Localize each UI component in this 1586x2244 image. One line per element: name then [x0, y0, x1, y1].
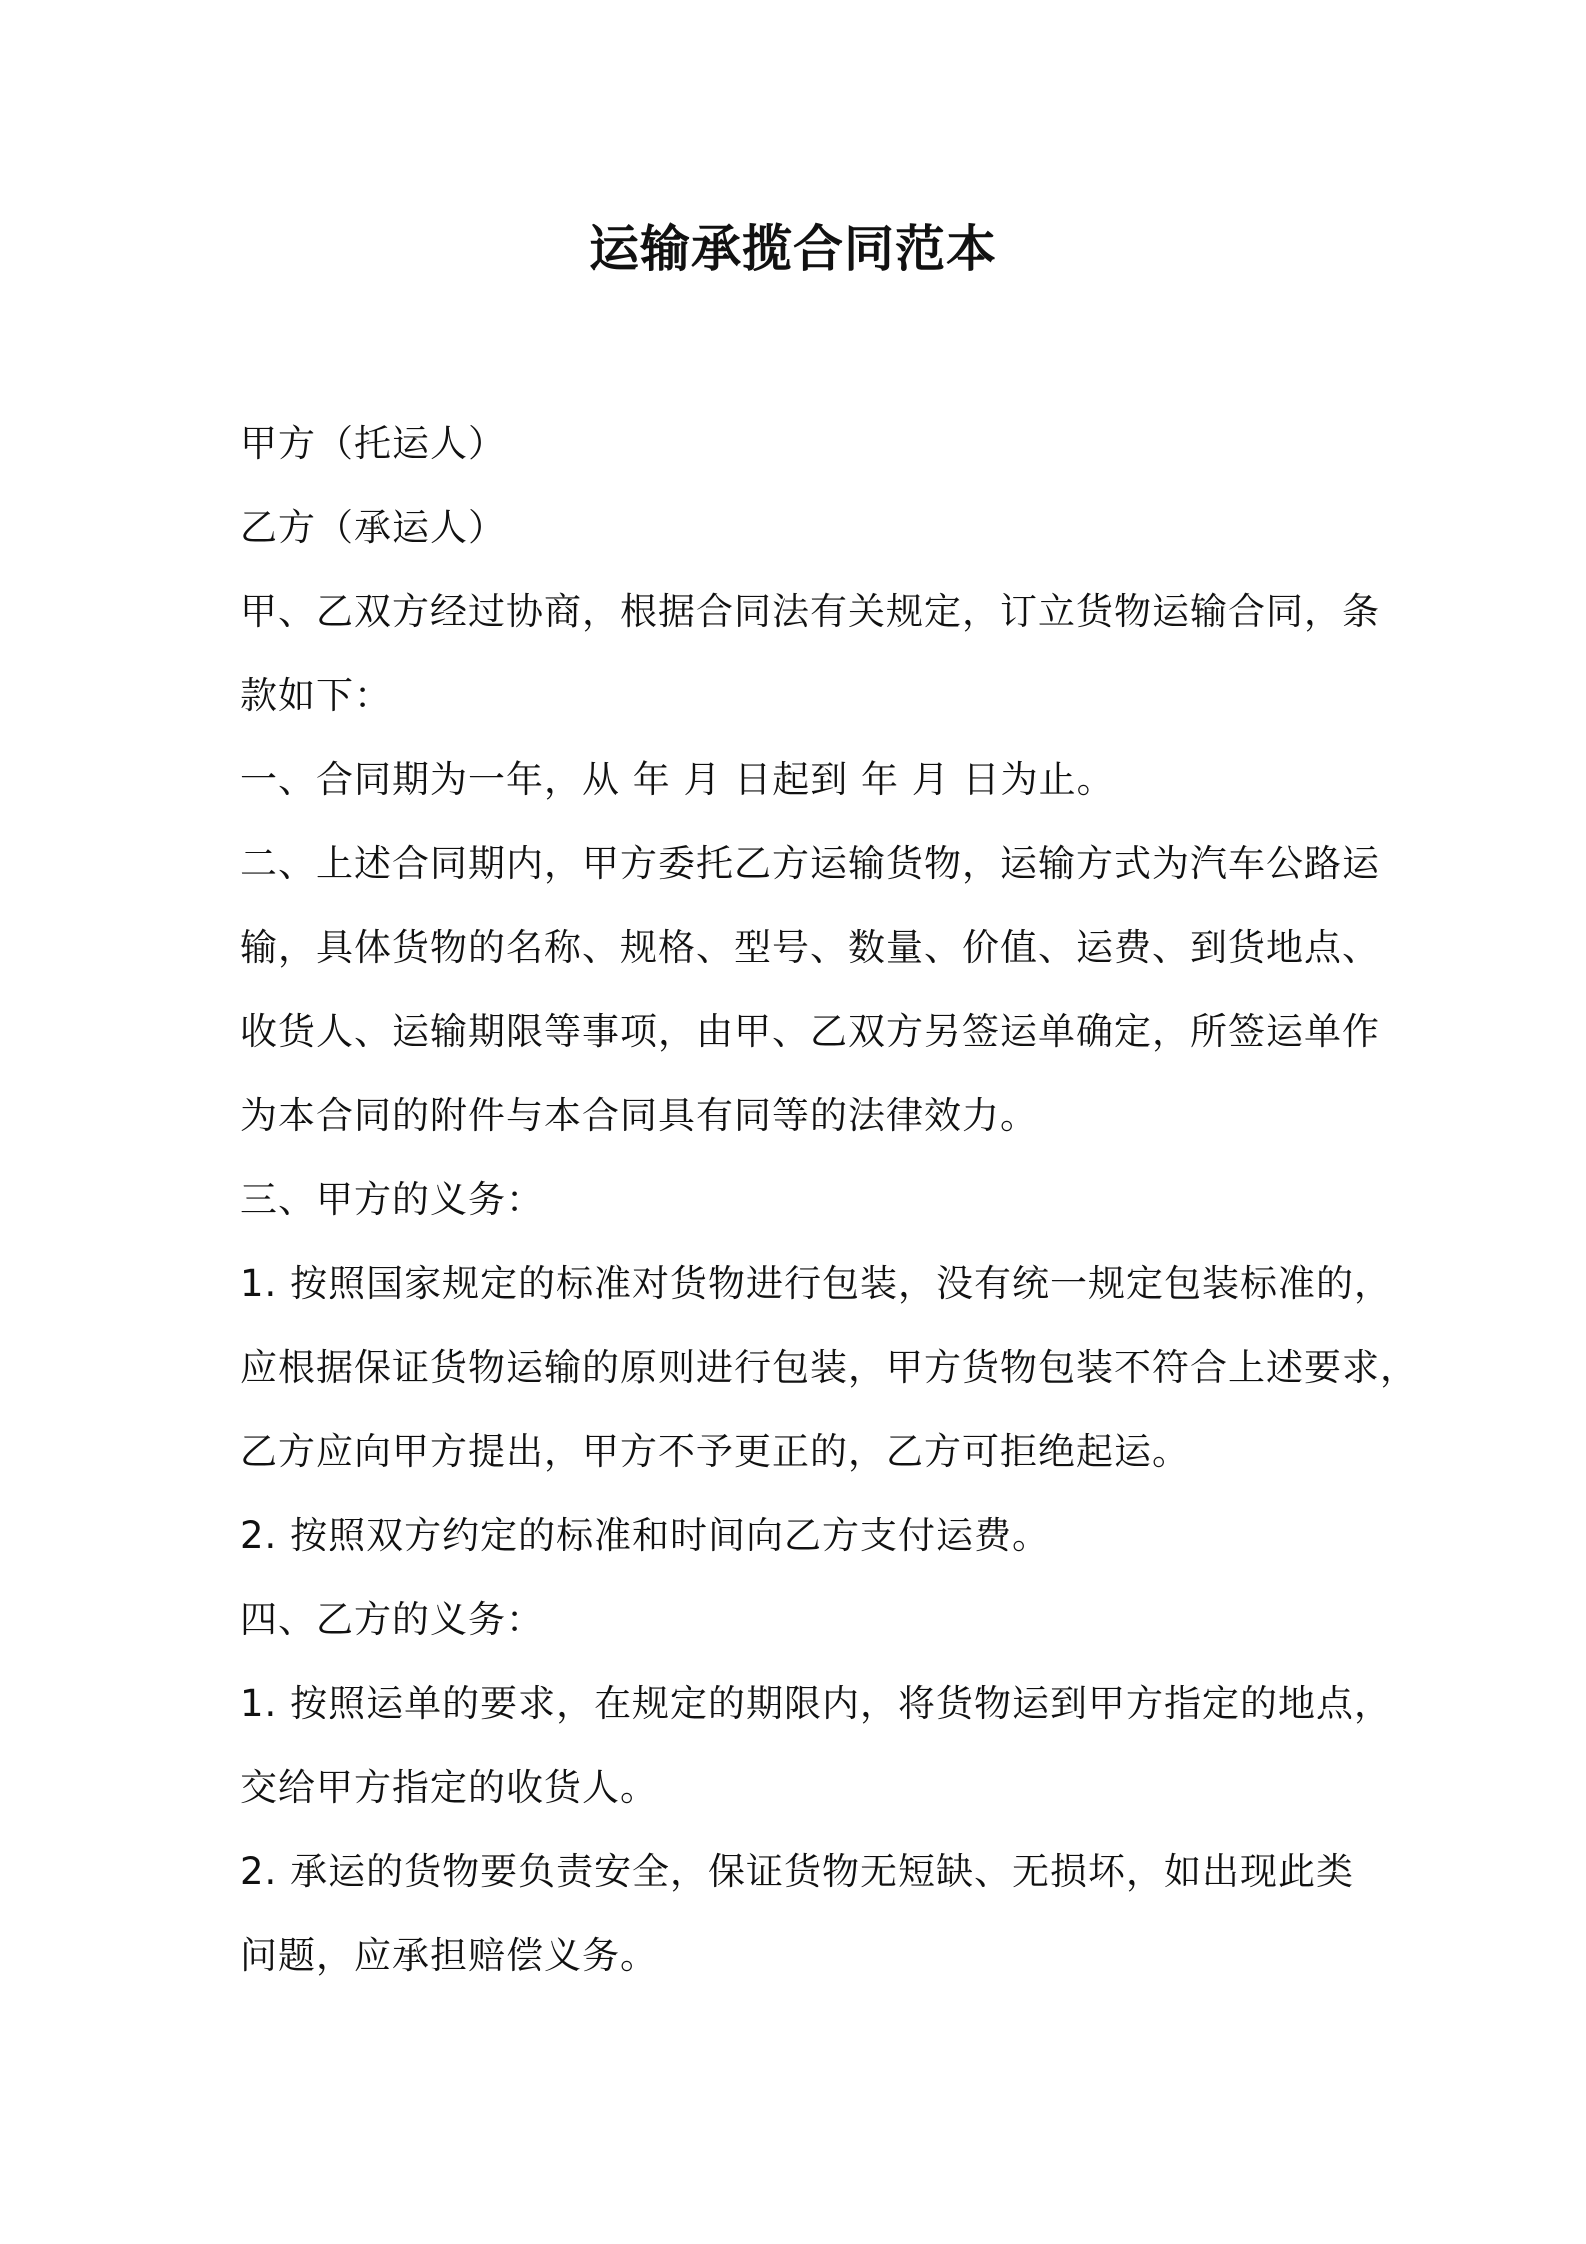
clause-4-heading: 四、乙方的义务： — [240, 1598, 544, 1641]
document-title: 运输承揽合同范本 — [589, 220, 997, 278]
clause-4-item-2-line-2: 问题，应承担赔偿义务。 — [240, 1934, 658, 1977]
party-b-line: 乙方（承运人） — [240, 506, 506, 549]
clause-3-item-1-line-3: 乙方应向甲方提出，甲方不予更正的，乙方可拒绝起运。 — [240, 1430, 1190, 1473]
document-body — [240, 402, 1418, 1998]
party-a-line: 甲方（托运人） — [240, 422, 506, 465]
preamble-line-2: 款如下： — [240, 674, 392, 717]
clause-3-item-2-line: 2. 按照双方约定的标准和时间向乙方支付运费。 — [240, 1514, 1051, 1557]
clause-1-line: 一、合同期为一年，从 年 月 日起到 年 月 日为止。 — [240, 758, 1115, 801]
clause-2-line-3: 收货人、运输期限等事项，由甲、乙双方另签运单确定，所签运单作 — [240, 1010, 1380, 1053]
clause-2-line-1: 二、上述合同期内，甲方委托乙方运输货物，运输方式为汽车公路运 — [240, 842, 1380, 885]
clause-3-item-1-line-2: 应根据保证货物运输的原则进行包装，甲方货物包装不符合上述要求， — [240, 1346, 1418, 1389]
clause-2-line-2: 输，具体货物的名称、规格、型号、数量、价值、运费、到货地点、 — [240, 926, 1380, 969]
clause-3-heading: 三、甲方的义务： — [240, 1178, 544, 1221]
clause-4-item-1-line-2: 交给甲方指定的收货人。 — [240, 1766, 658, 1809]
clause-2-line-4: 为本合同的附件与本合同具有同等的法律效力。 — [240, 1094, 1038, 1137]
clause-3-item-1-line-1: 1. 按照国家规定的标准对货物进行包装，没有统一规定包装标准的， — [240, 1262, 1393, 1305]
clause-4-item-2-line-1: 2. 承运的货物要负责安全，保证货物无短缺、无损坏，如出现此类 — [240, 1850, 1355, 1893]
clause-4-item-1-line-1: 1. 按照运单的要求，在规定的期限内，将货物运到甲方指定的地点， — [240, 1682, 1393, 1725]
preamble-line-1: 甲、乙双方经过协商，根据合同法有关规定，订立货物运输合同，条 — [240, 590, 1380, 633]
